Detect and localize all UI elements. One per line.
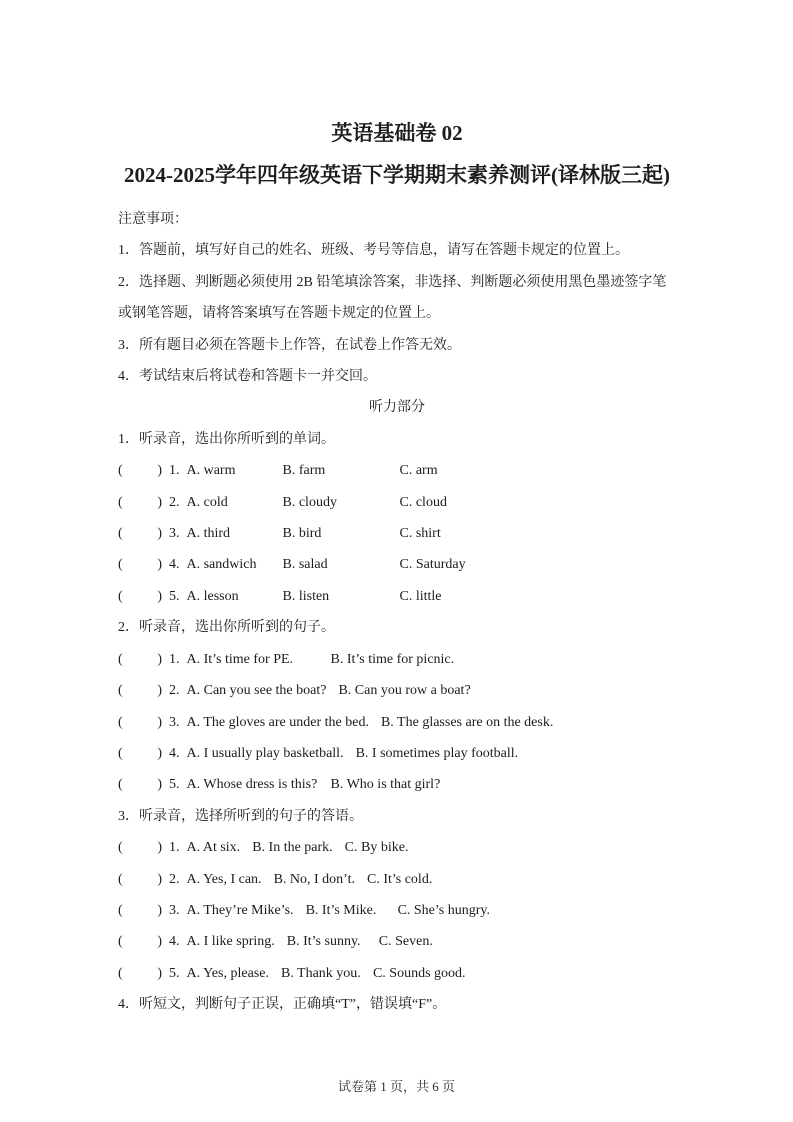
option-c: C. Sounds good. [372,965,466,981]
question-number: 5. [169,965,180,981]
option-a: A. They’re Mike’s. [186,902,294,918]
option-b: B. The glasses are on the desk. [380,714,554,730]
question-number: 2. [169,683,180,699]
question-number: 4. [169,934,180,950]
question-row [118,926,676,957]
bracket-open: ( [118,683,123,699]
option-a: A. lesson [186,588,239,604]
option-c: C. shirt [399,526,441,542]
question-row [118,769,676,800]
option-b: B. I sometimes play football. [355,745,519,761]
bracket-open: ( [118,745,123,761]
page-subtitle: 2024-2025学年四年级英语下学期期末素养测评(译林版三起) [124,163,670,187]
question-row [118,455,676,486]
part-1-instruction: 1．听录音，选出你所听到的单词。 [118,431,335,447]
option-c: C. cloud [399,494,447,510]
question-row [118,487,676,518]
question-number: 5. [169,777,180,793]
option-b: B. It’s time for picnic. [330,651,455,667]
option-a: A. sandwich [186,557,257,573]
page-title: 英语基础卷 02 [331,121,463,145]
bracket-close: ) [157,683,162,699]
option-a: A. The gloves are under the bed. [186,714,369,730]
bracket-open: ( [118,934,123,950]
option-b: B. It’s Mike. [305,902,377,918]
bracket-open: ( [118,965,123,981]
answer-bracket [118,707,162,738]
question-row [118,675,676,706]
answer-bracket [118,487,162,518]
answer-bracket [118,455,162,486]
answer-bracket [118,738,162,769]
option-a: A. Whose dress is this? [186,777,318,793]
answer-bracket [118,675,162,706]
question-number: 1. [169,651,180,667]
bracket-open: ( [118,494,123,510]
option-b: B. No, I don’t. [273,871,355,887]
option-c: C. little [399,588,442,604]
answer-bracket [118,926,162,957]
option-a: A. It’s time for PE. [186,651,294,667]
bracket-open: ( [118,714,123,730]
notice-item: 2．选择题、判断题必须使用 2B 铅笔填涂答案，非选择、判断题必须使用黑色墨迹签字笔或钢笔答题，请将答案填写在答题卡规定的位置上。 [118,274,667,322]
bracket-close: ) [157,840,162,856]
bracket-open: ( [118,526,123,542]
bracket-open: ( [118,557,123,573]
bracket-close: ) [157,777,162,793]
bracket-close: ) [157,934,162,950]
question-number: 5. [169,588,180,604]
option-c: C. By bike. [344,840,409,856]
answer-bracket [118,518,162,549]
answer-bracket [118,581,162,612]
option-c: C. arm [399,463,438,479]
question-number: 1. [169,840,180,856]
option-b: B. salad [282,557,328,573]
notice-title: 注意事项： [118,212,188,227]
option-a: A. Yes, please. [186,965,269,981]
question-row [118,958,676,989]
option-c: C. It’s cold. [366,871,433,887]
option-b: B. cloudy [282,494,337,510]
question-number: 2. [169,494,180,510]
question-row [118,864,676,895]
option-a: A. third [186,526,231,542]
question-number: 3. [169,714,180,730]
bracket-open: ( [118,871,123,887]
question-number: 3. [169,526,180,542]
bracket-close: ) [157,557,162,573]
bracket-close: ) [157,714,162,730]
option-b: B. Thank you. [280,965,361,981]
option-b: B. In the park. [252,840,333,856]
bracket-close: ) [157,588,162,604]
notice-item: 1．答题前，填写好自己的姓名、班级、考号等信息，请写在答题卡规定的位置上。 [118,243,629,259]
question-row [118,518,676,549]
option-a: A. Can you see the boat? [186,683,327,699]
question-row [118,644,676,675]
answer-bracket [118,958,162,989]
question-row [118,832,676,863]
question-row [118,581,676,612]
answer-bracket [118,832,162,863]
part-2-instruction: 2．听录音，选出你所听到的句子。 [118,620,335,636]
bracket-close: ) [157,463,162,479]
question-number: 2. [169,871,180,887]
question-number: 3. [169,902,180,918]
bracket-open: ( [118,902,123,918]
bracket-open: ( [118,840,123,856]
bracket-close: ) [157,651,162,667]
bracket-close: ) [157,745,162,761]
option-a: A. Yes, I can. [186,871,262,887]
answer-bracket [118,644,162,675]
part-4-instruction: 4．听短文，判断句子正误，正确填“T”，错误填“F”。 [118,997,447,1013]
option-b: B. bird [282,526,322,542]
bracket-open: ( [118,777,123,793]
option-a: A. warm [186,463,236,479]
question-number: 4. [169,745,180,761]
bracket-close: ) [157,965,162,981]
option-b: B. listen [282,588,330,604]
notice-item: 4．考试结束后将试卷和答题卡一并交回。 [118,369,377,385]
question-row [118,895,676,926]
option-a: A. I like spring. [186,934,275,950]
bracket-close: ) [157,902,162,918]
bracket-open: ( [118,588,123,604]
notice-item: 3．所有题目必须在答题卡上作答，在试卷上作答无效。 [118,337,461,353]
option-c: C. She’s hungry. [397,902,490,918]
page-content [118,118,676,1021]
bracket-close: ) [157,494,162,510]
question-number: 4. [169,557,180,573]
option-c: C. Saturday [399,557,466,573]
bracket-open: ( [118,651,123,667]
answer-bracket [118,895,162,926]
bracket-close: ) [157,871,162,887]
answer-bracket [118,769,162,800]
option-b: B. It’s sunny. [286,934,361,950]
bracket-open: ( [118,463,123,479]
answer-bracket [118,864,162,895]
bracket-close: ) [157,526,162,542]
listening-section-title: 听力部分 [369,400,425,416]
question-number: 1. [169,463,180,479]
question-row [118,549,676,580]
question-row [118,738,676,769]
option-b: B. farm [282,463,326,479]
option-a: A. I usually play basketball. [186,745,344,761]
answer-bracket [118,549,162,580]
option-b: B. Who is that girl? [330,777,441,793]
question-row [118,707,676,738]
option-a: A. cold [186,494,228,510]
option-c: C. Seven. [378,934,433,950]
option-b: B. Can you row a boat? [338,683,471,699]
page-footer: 试卷第 1 页，共 6 页 [337,1079,455,1094]
option-a: A. At six. [186,840,241,856]
part-3-instruction: 3．听录音，选择所听到的句子的答语。 [118,808,363,824]
